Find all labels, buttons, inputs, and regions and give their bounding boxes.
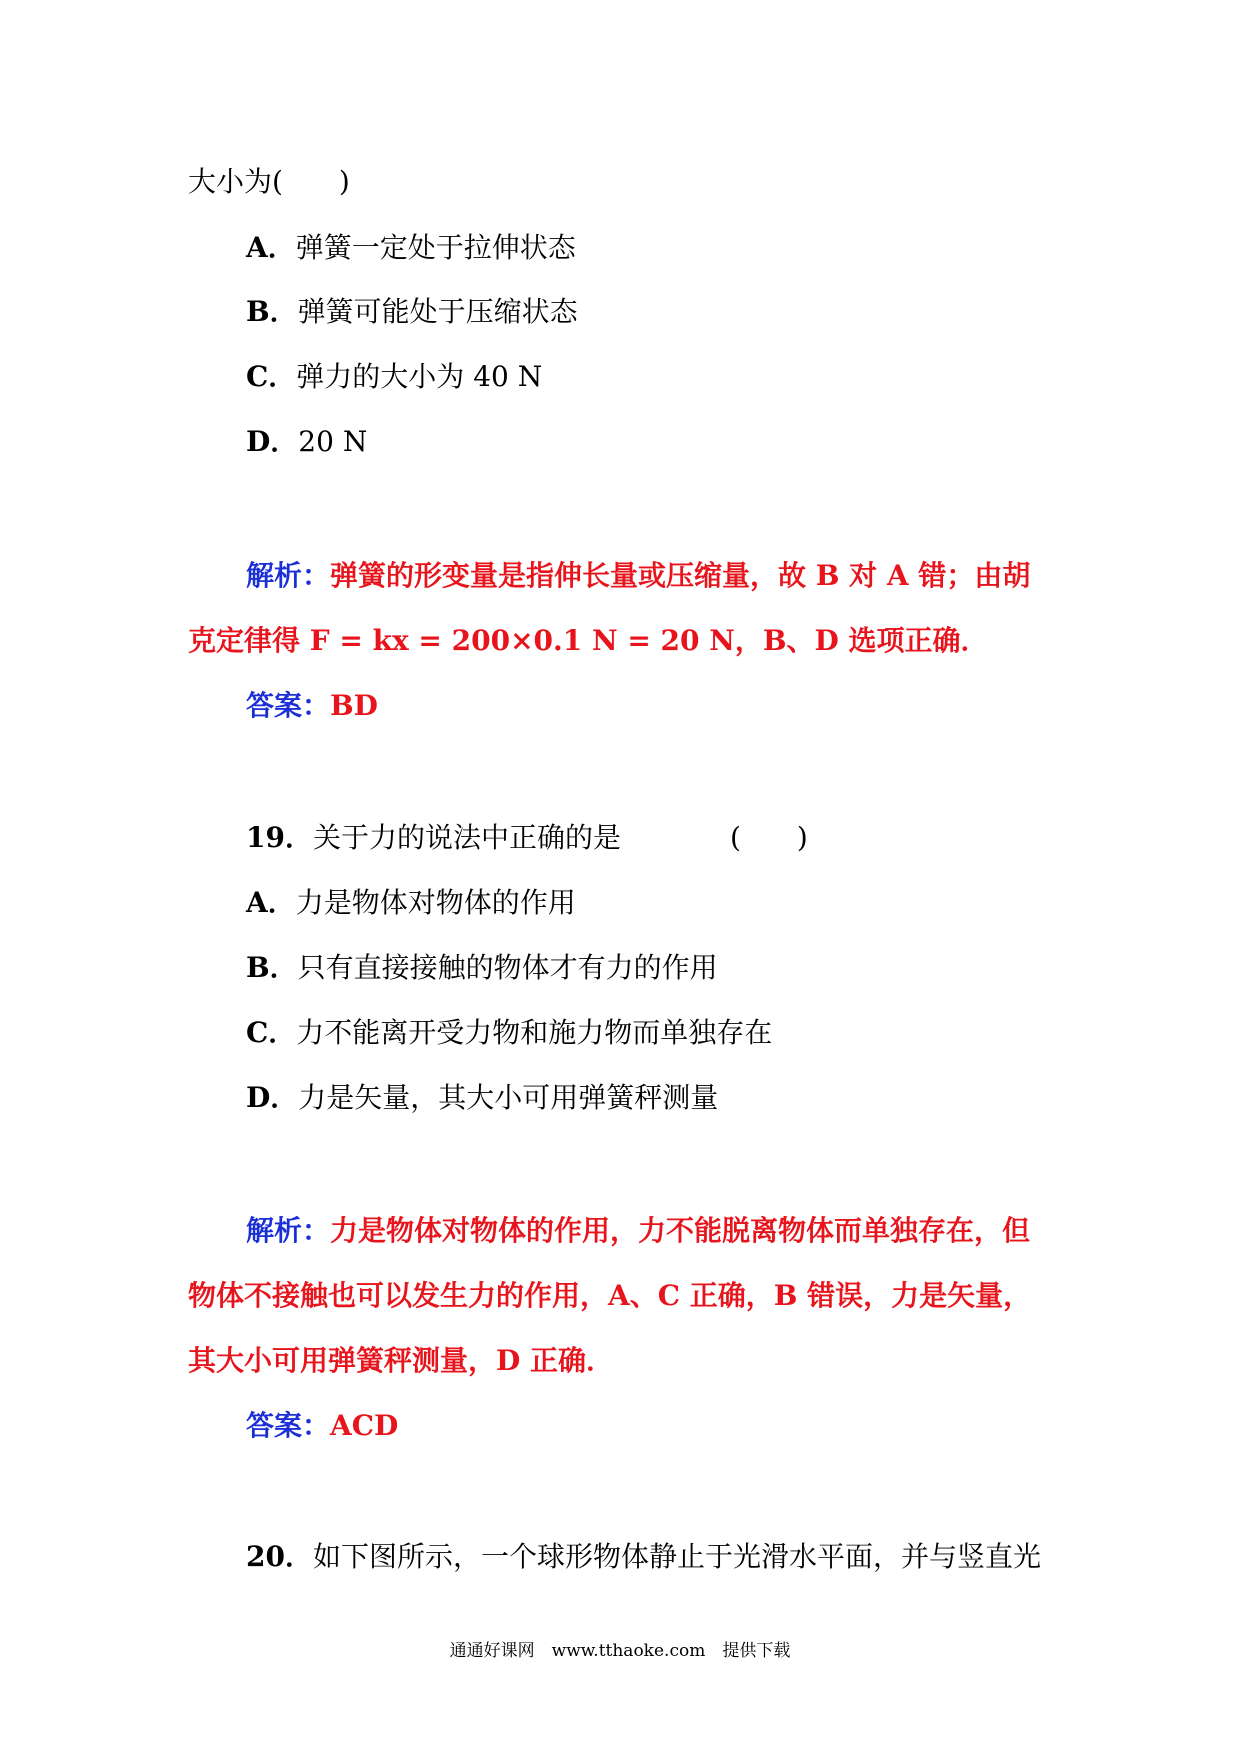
option-text: 力不能离开受力物和施力物而单独存在 — [296, 1016, 773, 1049]
page-footer: 通通好课网 www.tthaoke.com 提供下载 — [449, 1641, 791, 1661]
analysis-label: 解析： — [246, 559, 331, 592]
option-text: 20 N — [298, 425, 368, 458]
q19-analysis-line-3: 其大小可用弹簧秤测量，D 正确． — [188, 1344, 615, 1377]
question-text: 关于力的说法中正确的是 — [312, 821, 621, 854]
q19-stem — [246, 821, 621, 854]
option-letter: C． — [246, 1016, 297, 1049]
q19-analysis-line-2: 物体不接触也可以发生力的作用，A、C 正确，B 错误，力是矢量， — [188, 1279, 1032, 1312]
option-letter: B． — [246, 951, 298, 984]
q18-stem-tail: 大小为( ) — [188, 165, 350, 198]
q19-analysis-line-1 — [246, 1214, 1031, 1247]
q19-option-c — [246, 1016, 773, 1049]
option-text: 弹力的大小为 40 N — [296, 360, 543, 393]
q18-analysis-line-2: 克定律得 F = kx = 200×0.1 N = 20 N，B、D 选项正确． — [188, 624, 989, 657]
q19-answer-paren: ( ) — [730, 821, 808, 854]
analysis-text: 弹簧的形变量是指伸长量或压缩量，故 B 对 A 错；由胡 — [330, 559, 1031, 592]
q19-option-d — [246, 1081, 719, 1114]
question-text: 如下图所示，一个球形物体静止于光滑水平面，并与竖直光 — [312, 1540, 1041, 1573]
option-text: 弹簧可能处于压缩状态 — [297, 295, 578, 328]
question-number: 19． — [246, 821, 313, 854]
option-letter: A． — [246, 231, 296, 264]
option-letter: D． — [246, 425, 299, 458]
q18-analysis-line-1 — [246, 559, 1031, 592]
answer-label: 答案： — [246, 689, 331, 722]
answer-value: BD — [330, 689, 378, 722]
q18-option-b — [246, 295, 578, 328]
option-text: 弹簧一定处于拉伸状态 — [295, 231, 576, 264]
answer-label: 答案： — [246, 1409, 331, 1442]
q19-option-b — [246, 951, 718, 984]
analysis-text: 力是物体对物体的作用，力不能脱离物体而单独存在，但 — [330, 1214, 1031, 1247]
option-letter: A． — [246, 886, 296, 919]
option-letter: B． — [246, 295, 298, 328]
q20-stem — [246, 1540, 1041, 1573]
q18-option-a — [246, 231, 576, 264]
analysis-label: 解析： — [246, 1214, 331, 1247]
option-text: 力是物体对物体的作用 — [295, 886, 576, 919]
q18-option-c — [246, 360, 543, 393]
option-letter: C． — [246, 360, 297, 393]
option-letter: D． — [246, 1081, 299, 1114]
q19-answer — [246, 1409, 399, 1442]
answer-value: ACD — [330, 1409, 399, 1442]
question-number: 20． — [246, 1540, 313, 1573]
q19-option-a — [246, 886, 576, 919]
option-text: 力是矢量，其大小可用弹簧秤测量 — [298, 1081, 719, 1114]
q18-answer — [246, 689, 378, 722]
q18-option-d — [246, 425, 368, 458]
option-text: 只有直接接触的物体才有力的作用 — [297, 951, 718, 984]
